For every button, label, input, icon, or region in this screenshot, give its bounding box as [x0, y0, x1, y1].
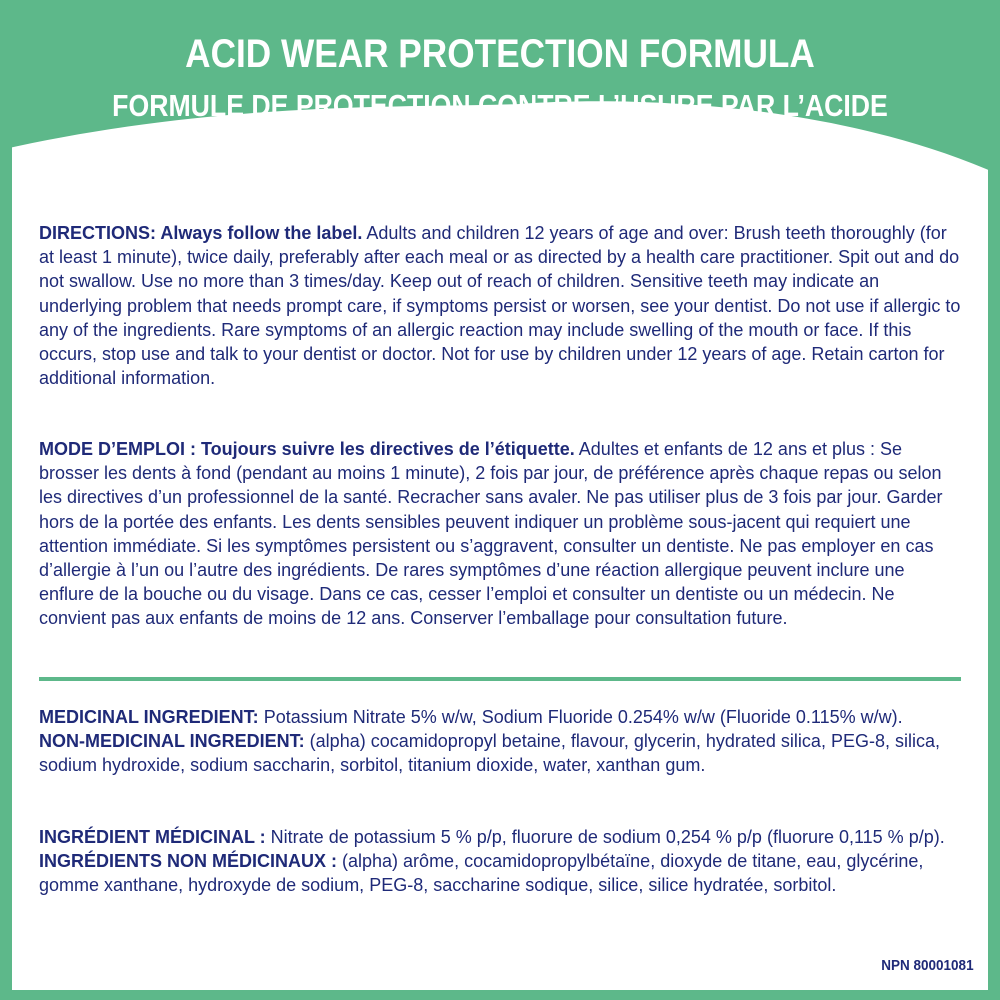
medicinal-ingredient-paragraph — [39, 705, 964, 729]
ingredient-medicinal-paragraph — [39, 825, 964, 849]
medicinal-ingredient-label: MEDICINAL INGREDIENT: — [39, 707, 259, 727]
frame-border-left — [0, 0, 12, 1000]
frame-border-right — [988, 0, 1000, 1000]
title-french: FORMULE DE PROTECTION CONTRE L’USURE PAR L’ACIDE — [112, 88, 888, 123]
npn-number: NPN 80001081 — [881, 957, 974, 974]
ingredients-non-medicinaux-label: INGRÉDIENTS NON MÉDICINAUX : — [39, 851, 338, 872]
mode-emploi-section — [39, 437, 964, 631]
mode-emploi-text: Adultes et enfants de 12 ans et plus : Se brosser les dents à fond (pendant au moins 1 minute), 2 fois par jour, de préférence après chaque repas ou selon les directives d’un professionnel de la santé. Recracher sans avaler. Ne pas utiliser plus de 3 fois par jour. Garder hors de la portée des enfants. Les dents sensibles peuvent indiquer un problème sous-jacent qui requiert une attention immédiate. Si les symptômes persistent ou s’aggravent, consulter un dentiste. Ne pas employer en cas d’allergie à l’un ou l’autre des ingrédients. De rares symptômes d’une réaction allergique peuvent inclure une enflure de la bouche ou du visage. Dans ce cas, cesser l’emploi et consulter un dentiste ou un médecin. Ne convient pas aux enfants de moins de 12 ans. Conserver l’emballage pour consultation future. — [39, 439, 943, 629]
directions-text: Adults and children 12 years of age and over: Brush teeth thoroughly (for at least 1 minute), twice daily, preferably after each meal or as directed by a health care practitioner. Spit out and do not swallow. Use no more than 3 times/day. Keep out of reach of children. Sensitive teeth may indicate an underlying problem that needs prompt care, if symptoms persist or worsen, see your dentist. Do not use if allergic to any of the ingredients. Rare symptoms of an allergic reaction may include swelling of the mouth or face. If this occurs, stop use and talk to your dentist or doctor. Not for use by children under 12 years of age. Retain carton for additional information. — [39, 223, 961, 389]
mode-emploi-paragraph — [39, 437, 964, 631]
section-divider — [39, 677, 961, 681]
directions-section — [39, 221, 964, 390]
non-medicinal-ingredient-paragraph — [39, 729, 964, 777]
non-medicinal-ingredient-label: NON-MEDICINAL INGREDIENT: — [39, 731, 305, 752]
directions-label: DIRECTIONS: Always follow the label. — [39, 223, 363, 243]
ingredient-medicinal-text: Nitrate de potassium 5 % p/p, fluorure de sodium 0,254 % p/p (fluorure 0,115 % p/p). — [265, 827, 945, 847]
medicinal-ingredient-text: Potassium Nitrate 5% w/w, Sodium Fluoride 0.254% w/w (Fluoride 0.115% w/w). — [258, 707, 903, 727]
ingredient-medicinal-label: INGRÉDIENT MÉDICINAL : — [39, 827, 266, 847]
ingredients-english-section — [39, 705, 964, 778]
ingredients-non-medicinaux-paragraph — [39, 849, 964, 897]
ingredients-french-section — [39, 825, 964, 898]
title-english: ACID WEAR PROTECTION FORMULA — [185, 32, 815, 76]
ingredients-non-medicinaux-text: (alpha) arôme, cocamidopropylbétaïne, dioxyde de titane, eau, glycérine, gomme xanthane, hydroxyde de sodium, PEG-8, saccharine sodique, silice, silice hydratée, sorbitol. — [39, 851, 924, 896]
frame-border-bottom — [0, 990, 1000, 1000]
directions-paragraph — [39, 221, 964, 390]
mode-emploi-label: MODE D’EMPLOI : Toujours suivre les directives de l’étiquette. — [39, 439, 575, 459]
non-medicinal-ingredient-text: (alpha) cocamidopropyl betaine, flavour, glycerin, hydrated silica, PEG-8, silica, sodium hydroxide, sodium saccharin, sorbitol, titanium dioxide, water, xanthan gum. — [39, 731, 940, 776]
